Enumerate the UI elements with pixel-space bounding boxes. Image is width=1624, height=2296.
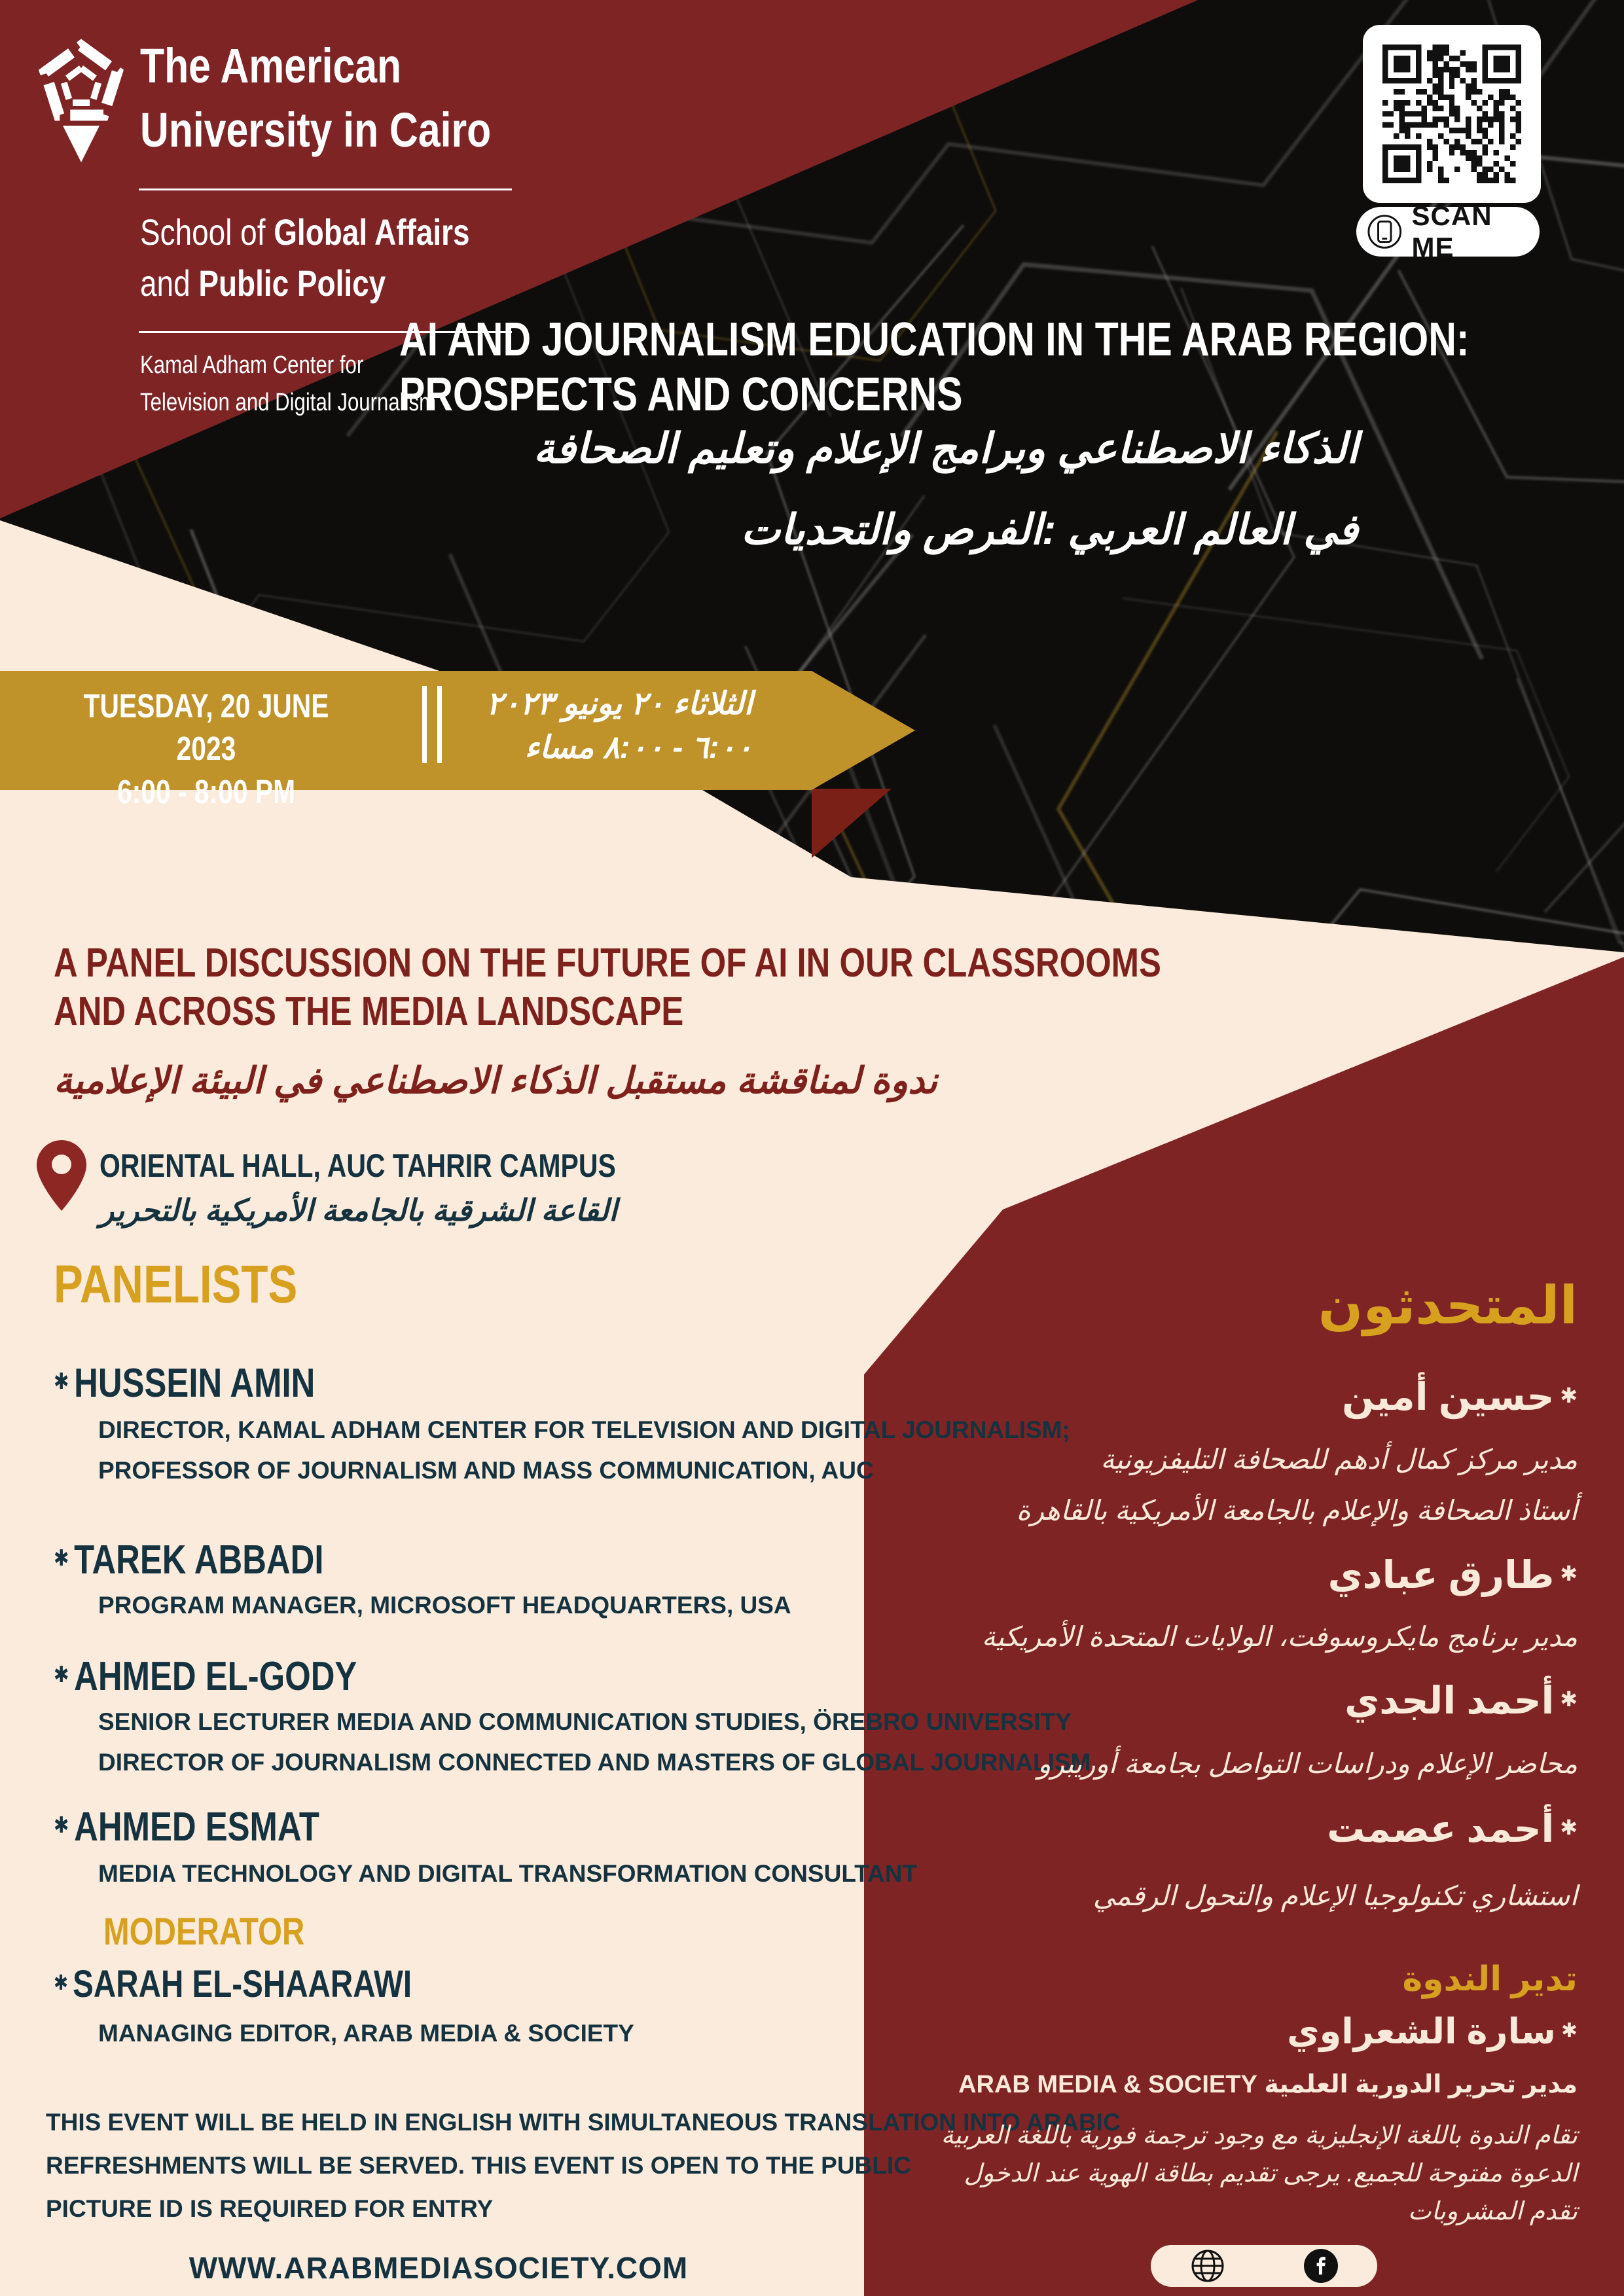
note-line-ar: تقام الندوة باللغة الإنجليزية مع وجود ترجمة فورية باللغة العربية — [941, 2122, 1578, 2149]
note-line-ar: تقدم المشروبات — [1407, 2198, 1578, 2225]
auc-logo-mark — [37, 34, 126, 169]
speaker-name-ar: ✱ طارق عبادي — [1328, 1552, 1578, 1597]
panelist-role: DIRECTOR, KAMAL ADHAM CENTER FOR TELEVISION AND DIGITAL JOURNALISM; — [98, 1416, 1070, 1443]
note-line: PICTURE ID IS REQUIRED FOR ENTRY — [46, 2195, 494, 2222]
panelist-name: ✱ AHMED ESMAT — [54, 1804, 319, 1850]
center-name: Kamal Adham Center for Television and Digital Journalism — [140, 351, 437, 416]
speaker-name-ar: ✱ أحمد عصمت — [1327, 1806, 1578, 1851]
website-url: WWW.ARABMEDIASOCIETY.COM — [189, 2251, 689, 2285]
school-name: School of Global Affairs and Public Policy — [140, 211, 470, 304]
smartphone-icon — [1367, 213, 1403, 250]
moderator-heading: MODERATOR — [103, 1910, 305, 1953]
panelist-role: MEDIA TECHNOLOGY AND DIGITAL TRANSFORMATION CONSULTANT — [98, 1860, 918, 1887]
panelist-name: ✱ TAREK ABBADI — [54, 1537, 323, 1583]
note-line: THIS EVENT WILL BE HELD IN ENGLISH WITH SIMULTANEOUS TRANSLATION INTO ARABIC — [46, 2109, 1121, 2136]
panelist-role: PROGRAM MANAGER, MICROSOFT HEADQUARTERS, USA — [98, 1592, 791, 1619]
moderator-name-ar: ✱ سارة الشعراوي — [1287, 2011, 1578, 2052]
speaker-role-ar: مدير مركز كمال أدهم للصحافة التليفزيونية — [1100, 1444, 1578, 1475]
note-line: REFRESHMENTS WILL BE SERVED. THIS EVENT IS OPEN TO THE PUBLIC — [46, 2152, 911, 2179]
speaker-name-ar: ✱ حسين أمين — [1342, 1374, 1578, 1419]
description-ar: ندوة لمناقشة مستقبل الذكاء الاصطناعي في البيئة الإعلامية — [54, 1060, 938, 1101]
description-en-line1: A PANEL DISCUSSION ON THE FUTURE OF AI IN OUR CLASSROOMS — [54, 941, 1161, 986]
moderator-name: ✱ SARAH EL-SHAARAWI — [54, 1962, 412, 2006]
speaker-role-ar: استشاري تكنولوجيا الإعلام والتحول الرقمي — [1092, 1880, 1578, 1911]
event-date-ar: الثلاثاء ٢٠ يونيو ٢٠٢٣ ٦:٠٠ - ٨:٠٠ مساء — [486, 687, 753, 766]
university-name: The American University in Cairo — [140, 39, 492, 157]
panelist-name: ✱ HUSSEIN AMIN — [54, 1360, 315, 1407]
panelists-heading: PANELISTS — [54, 1255, 298, 1314]
date-separator — [422, 686, 427, 763]
event-title-ar-line2: في العالم العربي :الفرص والتحديات — [740, 506, 1358, 553]
speaker-role-ar: مدير برنامج مايكروسوفت، الولايات المتحدة الأمريكية — [981, 1621, 1578, 1652]
facebook-icon — [1304, 2249, 1338, 2283]
note-line-ar: الدعوة مفتوحة للجميع. يرجى تقديم بطاقة الهوية عند الدخول — [964, 2160, 1578, 2187]
event-title-en-line1: AI AND JOURNALISM EDUCATION IN THE ARAB REGION: — [399, 314, 1470, 366]
scan-me-label: SCAN ME — [1411, 200, 1492, 262]
speaker-role-ar: محاضر الإعلام ودراسات التواصل بجامعة أوريبرو — [1038, 1748, 1578, 1779]
event-title-ar-line1: الذكاء الاصطناعي وبرامج الإعلام وتعليم الصحافة — [533, 425, 1358, 472]
scan-me-pill — [1356, 200, 1540, 262]
panelist-role: DIRECTOR OF JOURNALISM CONNECTED AND MASTERS OF GLOBAL JOURNALISM — [98, 1749, 1091, 1776]
location-ar: القاعة الشرقية بالجامعة الأمريكية بالتحرير — [99, 1193, 617, 1227]
qr-code — [1382, 45, 1521, 183]
location-en: ORIENTAL HALL, AUC TAHRIR CAMPUS — [99, 1147, 616, 1184]
event-title-en-line2: PROSPECTS AND CONCERNS — [399, 368, 963, 421]
event-date-en: TUESDAY, 20 JUNE 2023 6:00 - 8:00 PM — [83, 687, 329, 810]
location-pin-icon — [37, 1140, 86, 1211]
date-separator — [437, 686, 442, 763]
description-en-line2: AND ACROSS THE MEDIA LANDSCAPE — [54, 989, 684, 1034]
speakers-heading-ar: المتحدثون — [1318, 1276, 1578, 1335]
panelist-role: PROFESSOR OF JOURNALISM AND MASS COMMUNICATION, AUC — [98, 1457, 874, 1484]
moderator-heading-ar: تدير الندوة — [1402, 1960, 1578, 1998]
speaker-role-ar: أستاذ الصحافة والإعلام بالجامعة الأمريكية بالقاهرة — [1016, 1495, 1578, 1526]
moderator-role: MANAGING EDITOR, ARAB MEDIA & SOCIETY — [98, 2020, 634, 2047]
speaker-name-ar: ✱ أحمد الجدي — [1344, 1678, 1578, 1723]
globe-icon — [1191, 2249, 1225, 2283]
panelist-role: SENIOR LECTURER MEDIA AND COMMUNICATION STUDIES, ÖREBRO UNIVERSITY — [98, 1708, 1072, 1735]
logo-divider-1 — [139, 188, 512, 190]
moderator-role-ar: مدير تحرير الدورية العلمية ARAB MEDIA & SOCIETY — [958, 2071, 1578, 2098]
panelist-name: ✱ AHMED EL-GODY — [54, 1653, 357, 1700]
social-links-pill — [1151, 2245, 1377, 2287]
qr-card — [1363, 25, 1541, 203]
